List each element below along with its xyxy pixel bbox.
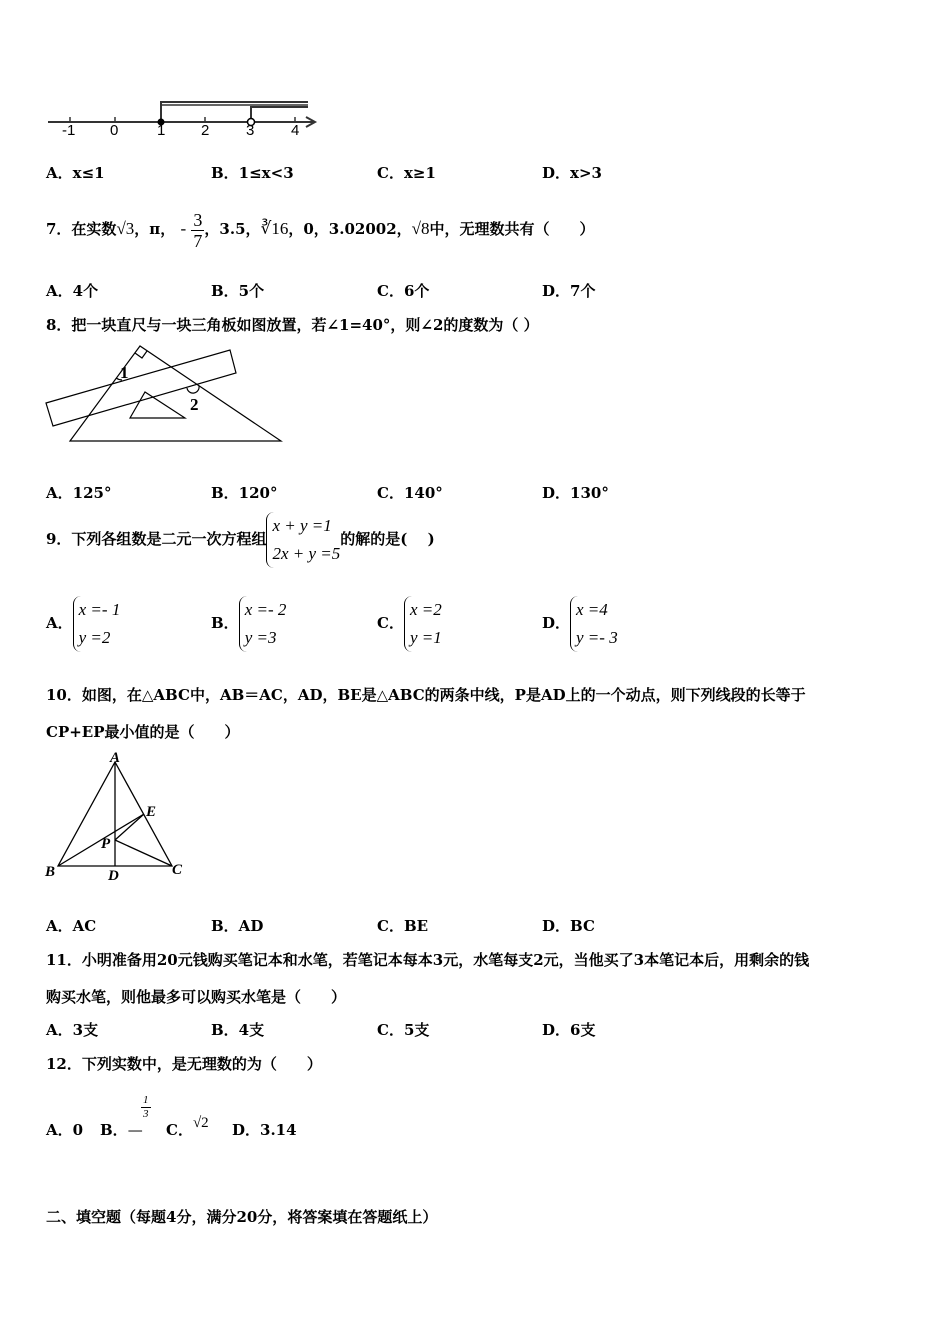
tick-label: 1 bbox=[157, 122, 166, 139]
tick-label: 2 bbox=[201, 122, 210, 139]
q8-option-d[interactable]: D．130° bbox=[542, 484, 609, 502]
numerator: 3 bbox=[193, 209, 203, 230]
option-label: C． bbox=[377, 614, 404, 632]
q9-option-a[interactable] bbox=[46, 596, 120, 652]
q12-option-a[interactable]: A．0 bbox=[46, 1121, 84, 1139]
q9-question bbox=[46, 512, 435, 568]
equation-system bbox=[266, 512, 340, 568]
q8-option-a[interactable]: A．125° bbox=[46, 484, 112, 502]
minus-sign: — bbox=[127, 1121, 143, 1139]
q9-option-d[interactable] bbox=[542, 596, 618, 652]
q11-option-b[interactable]: B．4支 bbox=[211, 1021, 265, 1039]
solution-x: x =- 2 bbox=[244, 600, 287, 619]
q10-option-c[interactable]: C．BE bbox=[377, 917, 429, 935]
triangle-abc-figure bbox=[40, 750, 190, 885]
tick-label: 3 bbox=[246, 122, 255, 139]
denominator: 3 bbox=[143, 1108, 149, 1120]
q7-option-b[interactable]: B．5个 bbox=[211, 282, 265, 300]
number-line-figure bbox=[40, 92, 330, 144]
section-2-title: 二、填空题（每题4分，满分20分，将答案填在答题纸上） bbox=[46, 1208, 438, 1226]
point-p-label: P bbox=[101, 836, 111, 852]
q6-option-a[interactable]: A．x≤1 bbox=[46, 164, 105, 182]
sqrt-8: √8 bbox=[411, 219, 430, 238]
q11-line2: 购买水笔，则他最多可以购买水笔是（ ） bbox=[46, 988, 347, 1006]
denominator: 7 bbox=[193, 230, 203, 251]
q11-option-c[interactable]: C．5支 bbox=[377, 1021, 430, 1039]
angle-1-label: 1 bbox=[120, 363, 129, 382]
numerator: 1 bbox=[143, 1094, 149, 1106]
q8-question: 8．把一块直尺与一块三角板如图放置，若∠1=40°，则∠2的度数为（ ） bbox=[46, 316, 539, 334]
solution-x: x =4 bbox=[576, 600, 608, 619]
option-label: A． bbox=[46, 614, 73, 632]
q7-option-d[interactable]: D．7个 bbox=[542, 282, 596, 300]
option-label: C． bbox=[166, 1121, 193, 1139]
tick-label: -1 bbox=[62, 122, 76, 139]
q10-line2: CP+EP最小值的是（ ） bbox=[46, 723, 240, 741]
q8-option-c[interactable]: C．140° bbox=[377, 484, 443, 502]
solution-x: x =- 1 bbox=[78, 600, 121, 619]
q10-option-a[interactable]: A．AC bbox=[46, 917, 97, 935]
q7-text: 7．在实数 bbox=[46, 220, 117, 238]
q7-option-a[interactable]: A．4个 bbox=[46, 282, 99, 300]
q7-option-c[interactable]: C．6个 bbox=[377, 282, 430, 300]
q11-option-d[interactable]: D．6支 bbox=[542, 1021, 596, 1039]
solution-y: y =3 bbox=[244, 628, 277, 647]
q10-option-b[interactable]: B．AD bbox=[211, 917, 264, 935]
q9-text: 9．下列各组数是二元一次方程组 bbox=[46, 530, 267, 548]
tick-label: 0 bbox=[110, 122, 119, 139]
point-b-label: B bbox=[45, 864, 56, 880]
q7-text: ，0，3.02002， bbox=[288, 220, 412, 238]
fraction-3-7 bbox=[191, 210, 204, 251]
angle-2-label: 2 bbox=[190, 395, 199, 414]
q7-text: 中，无理数共有（ ） bbox=[429, 220, 595, 238]
q7-text: ，3.5， bbox=[204, 220, 261, 238]
minus-sign: - bbox=[180, 219, 187, 238]
point-e-label: E bbox=[146, 804, 157, 820]
point-d-label: D bbox=[108, 868, 119, 884]
q10-line1: 10．如图，在△ABC中，AB＝AC，AD，BE是△ABC的两条中线，P是AD上的一个动点，则下列线段的长等于 bbox=[46, 686, 806, 704]
q12-option-c[interactable] bbox=[166, 1115, 209, 1140]
q11-line1: 11．小明准备用20元钱购买笔记本和水笔，若笔记本每本3元，水笔每支2元，当他买了3本笔记本后，用剩余的钱 bbox=[46, 951, 810, 969]
q6-option-b[interactable]: B．1≤x<3 bbox=[211, 164, 294, 182]
q12-option-b[interactable] bbox=[100, 1119, 143, 1140]
q9-option-b[interactable] bbox=[211, 596, 286, 652]
option-label: B． bbox=[100, 1121, 128, 1139]
solution-y: y =- 3 bbox=[576, 628, 618, 647]
point-a-label: A bbox=[110, 750, 121, 766]
q8-option-b[interactable]: B．120° bbox=[211, 484, 278, 502]
option-label: B． bbox=[211, 614, 239, 632]
q10-option-d[interactable]: D．BC bbox=[542, 917, 595, 935]
equation-1: x + y =1 bbox=[272, 516, 332, 535]
q12-question: 12．下列实数中，是无理数的为（ ） bbox=[46, 1055, 322, 1073]
q9-text: 的解的是( ) bbox=[340, 530, 435, 548]
q6-option-d[interactable]: D．x>3 bbox=[542, 164, 602, 182]
sqrt-3: √3 bbox=[116, 219, 135, 238]
sqrt-2: √2 bbox=[192, 1115, 209, 1131]
equation-2: 2x + y =5 bbox=[272, 544, 341, 563]
solution-y: y =1 bbox=[409, 628, 442, 647]
point-c-label: C bbox=[172, 862, 183, 878]
q12-option-d[interactable]: D．3.14 bbox=[232, 1121, 297, 1139]
q7-text: ，π， bbox=[134, 220, 176, 238]
ruler-triangle-figure bbox=[40, 340, 300, 450]
option-label: D． bbox=[542, 614, 571, 632]
q6-option-c[interactable]: C．x≥1 bbox=[377, 164, 436, 182]
q7-question bbox=[46, 196, 595, 262]
solution-y: y =2 bbox=[78, 628, 111, 647]
tick-label: 4 bbox=[291, 122, 300, 139]
q11-option-a[interactable]: A．3支 bbox=[46, 1021, 99, 1039]
solution-x: x =2 bbox=[409, 600, 442, 619]
cbrt-16: ∛16 bbox=[260, 219, 289, 238]
q9-option-c[interactable] bbox=[377, 596, 442, 652]
fraction-1-3 bbox=[141, 1094, 151, 1121]
